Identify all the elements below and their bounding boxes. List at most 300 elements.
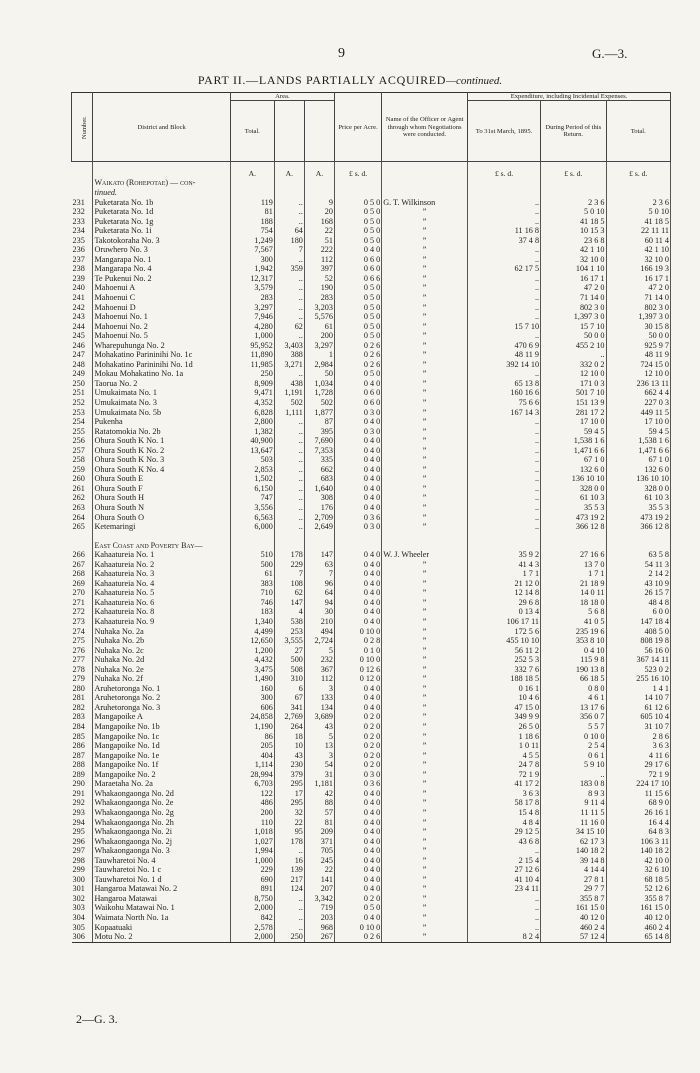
district-block: Nuhaka No. 2f xyxy=(93,674,230,684)
table-row xyxy=(72,465,671,475)
exp-during-period: 21 18 9 xyxy=(541,579,606,589)
district-block: Mokau Mohakatino No. 1a xyxy=(93,369,230,379)
exp-during-period: 802 3 0 xyxy=(541,303,606,313)
table-row xyxy=(72,264,671,274)
table-row xyxy=(72,674,671,684)
exp-during-period: 235 19 6 xyxy=(541,627,606,637)
exp-during-period: 12 10 0 xyxy=(541,369,606,379)
price-per-acre: 0 4 0 xyxy=(334,455,381,465)
exp-during-period: 183 0 8 xyxy=(541,779,606,789)
exp-to-1895: .. xyxy=(468,274,541,284)
subtitle-empty-cell xyxy=(541,188,606,198)
area-acquired-period: 209 xyxy=(304,827,334,837)
area-acquired-1895: 17 xyxy=(274,789,304,799)
price-per-acre: 0 5 0 xyxy=(334,226,381,236)
exp-total: 132 6 0 xyxy=(606,465,671,475)
spacer-cell xyxy=(334,532,381,541)
spacer-cell xyxy=(93,532,230,541)
exp-during-period: 473 19 2 xyxy=(541,513,606,523)
officer-ditto: ” xyxy=(382,884,468,894)
area-total: 842 xyxy=(230,913,274,923)
price-per-acre: 0 4 0 xyxy=(334,693,381,703)
price-per-acre: 0 2 0 xyxy=(334,760,381,770)
district-block: Ohura South E xyxy=(93,474,230,484)
area-acquired-period: 494 xyxy=(304,627,334,637)
area-acquired-period: 50 xyxy=(304,369,334,379)
subtitle-empty-cell xyxy=(606,188,671,198)
price-per-acre: 0 4 0 xyxy=(334,808,381,818)
spacer-cell xyxy=(606,532,671,541)
table-row xyxy=(72,255,671,265)
area-acquired-1895: .. xyxy=(274,283,304,293)
exp-to-1895: .. xyxy=(468,369,541,379)
district-block: Puketarata No. 1b xyxy=(93,198,230,208)
area-total: 4,352 xyxy=(230,398,274,408)
exp-to-1895: .. xyxy=(468,427,541,437)
area-acquired-1895: 3,555 xyxy=(274,636,304,646)
price-per-acre: 0 2 0 xyxy=(334,751,381,761)
area-acquired-period: 1,640 xyxy=(304,484,334,494)
area-acquired-1895: .. xyxy=(274,493,304,503)
area-acquired-period: 222 xyxy=(304,245,334,255)
row-number: 283 xyxy=(72,712,93,722)
area-acquired-1895: 502 xyxy=(274,398,304,408)
area-total: 160 xyxy=(230,684,274,694)
area-acquired-period: 267 xyxy=(304,932,334,942)
area-acquired-1895: 178 xyxy=(274,550,304,560)
district-block: Kahaatureia No. 3 xyxy=(93,569,230,579)
exp-total: 1 4 1 xyxy=(606,684,671,694)
exp-total: 106 3 11 xyxy=(606,837,671,847)
area-total: 8,909 xyxy=(230,379,274,389)
table-row xyxy=(72,588,671,598)
section-empty-cell xyxy=(304,541,334,551)
district-block: Aruhetoronga No. 2 xyxy=(93,693,230,703)
area-total: 2,800 xyxy=(230,417,274,427)
exp-to-1895: 4 5 5 xyxy=(468,751,541,761)
officer-ditto: ” xyxy=(382,894,468,904)
area-total: 383 xyxy=(230,579,274,589)
exp-during-period: 366 12 8 xyxy=(541,522,606,532)
row-number: 251 xyxy=(72,388,93,398)
exp-to-1895: 72 1 9 xyxy=(468,770,541,780)
officer-ditto: ” xyxy=(382,617,468,627)
exp-during-period: 13 17 6 xyxy=(541,703,606,713)
table-row xyxy=(72,846,671,856)
table-row xyxy=(72,427,671,437)
exp-total: 61 12 6 xyxy=(606,703,671,713)
exp-total: 68 18 5 xyxy=(606,875,671,885)
officer-ditto: ” xyxy=(382,712,468,722)
area-acquired-1895: 32 xyxy=(274,808,304,818)
area-acquired-period: 1,877 xyxy=(304,408,334,418)
exp-during-period: 67 1 0 xyxy=(541,455,606,465)
price-per-acre: 0 5 0 xyxy=(334,322,381,332)
exp-total: 408 5 0 xyxy=(606,627,671,637)
district-block: Whakaongaonga No. 3 xyxy=(93,846,230,856)
price-per-acre: 0 4 0 xyxy=(334,417,381,427)
exp-total: 802 3 0 xyxy=(606,303,671,313)
exp-total: 35 5 3 xyxy=(606,503,671,513)
officer-ditto: ” xyxy=(382,436,468,446)
price-per-acre: 0 6 0 xyxy=(334,264,381,274)
exp-total: 140 18 2 xyxy=(606,846,671,856)
area-acquired-1895: 7 xyxy=(274,569,304,579)
area-acquired-period: 190 xyxy=(304,283,334,293)
exp-to-1895: 1 18 6 xyxy=(468,732,541,742)
officer-ditto: ” xyxy=(382,484,468,494)
exp-during-period: 11 11 5 xyxy=(541,808,606,818)
officer-ditto: ” xyxy=(382,837,468,847)
exp-total: 52 12 6 xyxy=(606,884,671,894)
area-acquired-1895: 250 xyxy=(274,932,304,942)
district-block: Whakaongaonga No. 2d xyxy=(93,789,230,799)
table-row xyxy=(72,827,671,837)
col-officer: Name of the Officer or Agent through whom Negotiations were conducted. xyxy=(382,93,468,162)
area-total: 3,556 xyxy=(230,503,274,513)
exp-during-period: 171 0 3 xyxy=(541,379,606,389)
area-acquired-period: 245 xyxy=(304,856,334,866)
row-number: 298 xyxy=(72,856,93,866)
area-total: 1,114 xyxy=(230,760,274,770)
area-acquired-1895: 230 xyxy=(274,760,304,770)
district-block: Kahaatureia No. 1 xyxy=(93,550,230,560)
exp-to-1895: 0 13 4 xyxy=(468,607,541,617)
officer-ditto: ” xyxy=(382,684,468,694)
officer-ditto: ” xyxy=(382,607,468,617)
section-title: Waikato (Rohepotae) — con- xyxy=(93,178,230,188)
area-acquired-1895: 1,191 xyxy=(274,388,304,398)
table-row xyxy=(72,474,671,484)
exp-during-period: 1,538 1 6 xyxy=(541,436,606,446)
exp-to-1895: .. xyxy=(468,503,541,513)
exp-during-period: 0 8 0 xyxy=(541,684,606,694)
area-acquired-1895: .. xyxy=(274,513,304,523)
area-total: 1,942 xyxy=(230,264,274,274)
officer-ditto: ” xyxy=(382,903,468,913)
price-per-acre: 0 4 0 xyxy=(334,684,381,694)
exp-during-period: 161 15 0 xyxy=(541,903,606,913)
table-row xyxy=(72,322,671,332)
exp-total: 724 15 0 xyxy=(606,360,671,370)
officer-ditto: ” xyxy=(382,932,468,942)
row-number: 239 xyxy=(72,274,93,284)
col-acquired-period xyxy=(304,101,334,162)
officer-ditto: ” xyxy=(382,264,468,274)
exp-during-period: 32 10 0 xyxy=(541,255,606,265)
officer-name: W. J. Wheeler xyxy=(382,550,468,560)
price-per-acre: 0 4 0 xyxy=(334,436,381,446)
area-acquired-period: 203 xyxy=(304,913,334,923)
area-total: 122 xyxy=(230,789,274,799)
exp-total: 1,397 3 0 xyxy=(606,312,671,322)
exp-total: 227 0 3 xyxy=(606,398,671,408)
district-block: Mahoenui No. 1 xyxy=(93,312,230,322)
area-total: 747 xyxy=(230,493,274,503)
officer-ditto: ” xyxy=(382,846,468,856)
area-acquired-period: 3,297 xyxy=(304,341,334,351)
exp-during-period: 281 17 2 xyxy=(541,408,606,418)
exp-total: 41 18 5 xyxy=(606,217,671,227)
exp-total: 12 10 0 xyxy=(606,369,671,379)
exp-during-period: 136 10 10 xyxy=(541,474,606,484)
officer-ditto: ” xyxy=(382,474,468,484)
price-per-acre: 0 4 0 xyxy=(334,569,381,579)
area-total: 13,647 xyxy=(230,446,274,456)
exp-to-1895: 1 7 1 xyxy=(468,569,541,579)
row-number: 279 xyxy=(72,674,93,684)
price-per-acre: 0 5 0 xyxy=(334,903,381,913)
row-number: 260 xyxy=(72,474,93,484)
exp-total: 67 1 0 xyxy=(606,455,671,465)
district-block: Umukaimata No. 5b xyxy=(93,408,230,418)
exp-to-1895: 62 17 5 xyxy=(468,264,541,274)
officer-name: G. T. Wilkinson xyxy=(382,198,468,208)
exp-during-period: 27 16 6 xyxy=(541,550,606,560)
price-per-acre: 0 6 6 xyxy=(334,274,381,284)
col-price: Price per Acre. xyxy=(334,93,381,162)
officer-ditto: ” xyxy=(382,923,468,933)
area-total: 6,703 xyxy=(230,779,274,789)
area-acquired-period: 94 xyxy=(304,598,334,608)
exp-to-1895: 41 4 3 xyxy=(468,560,541,570)
col-number: Number. xyxy=(72,93,93,162)
price-per-acre: 0 2 6 xyxy=(334,350,381,360)
area-total: 250 xyxy=(230,369,274,379)
section-empty-cell xyxy=(468,541,541,551)
area-total: 1,000 xyxy=(230,331,274,341)
exp-to-1895: 75 6 6 xyxy=(468,398,541,408)
row-number: 235 xyxy=(72,236,93,246)
exp-during-period: 66 18 5 xyxy=(541,674,606,684)
exp-during-period: 61 10 3 xyxy=(541,493,606,503)
exp-total: 16 17 1 xyxy=(606,274,671,284)
table-row xyxy=(72,693,671,703)
row-number: 305 xyxy=(72,923,93,933)
exp-during-period: 5 6 8 xyxy=(541,607,606,617)
officer-ditto: ” xyxy=(382,569,468,579)
price-per-acre: 0 4 0 xyxy=(334,837,381,847)
table-row xyxy=(72,598,671,608)
area-acquired-period: 683 xyxy=(304,474,334,484)
price-per-acre: 0 4 0 xyxy=(334,446,381,456)
exp-total: 5 0 10 xyxy=(606,207,671,217)
table-row xyxy=(72,741,671,751)
area-acquired-period: 133 xyxy=(304,693,334,703)
price-per-acre: 0 4 0 xyxy=(334,798,381,808)
district-block: Mangapoike No. 1f xyxy=(93,760,230,770)
table-row xyxy=(72,856,671,866)
page-number: 9 xyxy=(338,46,345,61)
price-per-acre: 0 5 0 xyxy=(334,293,381,303)
district-block: Tauwharetoi No. 1 d xyxy=(93,875,230,885)
exp-to-1895: .. xyxy=(468,484,541,494)
table-row xyxy=(72,522,671,532)
col-exp-group: Expenditure, including Incidental Expenses. xyxy=(468,93,671,101)
exp-during-period: 151 13 9 xyxy=(541,398,606,408)
price-per-acre: 0 12 6 xyxy=(334,665,381,675)
table-row xyxy=(72,341,671,351)
exp-total: 808 19 8 xyxy=(606,636,671,646)
exp-total: 32 6 10 xyxy=(606,865,671,875)
area-acquired-period: 64 xyxy=(304,588,334,598)
page-title xyxy=(0,73,700,88)
area-acquired-1895: 538 xyxy=(274,617,304,627)
price-per-acre: 0 5 0 xyxy=(334,198,381,208)
area-total: 205 xyxy=(230,741,274,751)
exp-during-period: 11 16 0 xyxy=(541,818,606,828)
district-block: Ketemaringi xyxy=(93,522,230,532)
exp-total: 29 17 6 xyxy=(606,760,671,770)
row-number: 299 xyxy=(72,865,93,875)
officer-ditto: ” xyxy=(382,493,468,503)
price-per-acre: 0 5 0 xyxy=(334,283,381,293)
area-total: 404 xyxy=(230,751,274,761)
row-number: 240 xyxy=(72,283,93,293)
district-block: Whakaongaonga No. 2i xyxy=(93,827,230,837)
area-total: 2,000 xyxy=(230,932,274,942)
area-total: 500 xyxy=(230,560,274,570)
officer-ditto: ” xyxy=(382,770,468,780)
row-number: 295 xyxy=(72,827,93,837)
district-block: Wharepuhunga No. 2 xyxy=(93,341,230,351)
exp-total: 72 1 9 xyxy=(606,770,671,780)
price-per-acre: 0 4 0 xyxy=(334,827,381,837)
area-acquired-1895: 295 xyxy=(274,779,304,789)
exp-to-1895: .. xyxy=(468,455,541,465)
exp-to-1895: 26 5 0 xyxy=(468,722,541,732)
exp-total: 14 10 7 xyxy=(606,693,671,703)
exp-to-1895: 27 12 6 xyxy=(468,865,541,875)
row-number: 286 xyxy=(72,741,93,751)
exp-total: 54 11 3 xyxy=(606,560,671,570)
exp-total: 50 0 0 xyxy=(606,331,671,341)
area-total: 119 xyxy=(230,198,274,208)
area-acquired-1895: 16 xyxy=(274,856,304,866)
area-acquired-period: 232 xyxy=(304,655,334,665)
table-row xyxy=(72,703,671,713)
col-total-area: Total. xyxy=(230,101,274,162)
exp-total: 30 15 8 xyxy=(606,322,671,332)
officer-ditto: ” xyxy=(382,865,468,875)
district-block: Hangaroa Matawai xyxy=(93,894,230,904)
area-acquired-period: 81 xyxy=(304,818,334,828)
section-empty-cell xyxy=(230,541,274,551)
section-empty-cell xyxy=(274,541,304,551)
price-per-acre: 0 4 0 xyxy=(334,856,381,866)
district-block: Nuhaka No. 2d xyxy=(93,655,230,665)
row-number: 258 xyxy=(72,455,93,465)
area-total: 1,994 xyxy=(230,846,274,856)
col-exp-to-1895: To 31st March, 1895. xyxy=(468,101,541,162)
row-number: 264 xyxy=(72,513,93,523)
district-block: Mangapoike A xyxy=(93,712,230,722)
table-row xyxy=(72,923,671,933)
exp-to-1895: .. xyxy=(468,436,541,446)
district-block: Whakaongaonga No. 2e xyxy=(93,798,230,808)
row-number: 274 xyxy=(72,627,93,637)
exp-total: 367 14 11 xyxy=(606,655,671,665)
exp-to-1895: .. xyxy=(468,303,541,313)
area-acquired-period: 176 xyxy=(304,503,334,513)
officer-ditto: ” xyxy=(382,360,468,370)
table-row xyxy=(72,379,671,389)
exp-during-period: 5 5 7 xyxy=(541,722,606,732)
exp-total: 26 15 7 xyxy=(606,588,671,598)
district-block: Mangapoike No. 1b xyxy=(93,722,230,732)
section-number-cell xyxy=(72,178,93,188)
area-total: 1,200 xyxy=(230,646,274,656)
district-block: Kahaatureia No. 8 xyxy=(93,607,230,617)
price-per-acre: 0 6 0 xyxy=(334,255,381,265)
row-number: 248 xyxy=(72,360,93,370)
exp-during-period: 104 1 10 xyxy=(541,264,606,274)
table-row xyxy=(72,607,671,617)
exp-during-period: 50 0 0 xyxy=(541,331,606,341)
area-acquired-1895: .. xyxy=(274,303,304,313)
price-per-acre: 0 4 0 xyxy=(334,465,381,475)
area-acquired-period: 88 xyxy=(304,798,334,808)
area-acquired-1895: .. xyxy=(274,369,304,379)
district-block: Pukenha xyxy=(93,417,230,427)
row-number: 266 xyxy=(72,550,93,560)
exp-total: 4 11 6 xyxy=(606,751,671,761)
exp-during-period: 59 4 5 xyxy=(541,427,606,437)
price-per-acre: 0 2 6 xyxy=(334,360,381,370)
exp-during-period: 1,471 6 6 xyxy=(541,446,606,456)
area-acquired-1895: 180 xyxy=(274,236,304,246)
officer-ditto: ” xyxy=(382,427,468,437)
district-block: Mahoenui A xyxy=(93,283,230,293)
exp-to-1895: .. xyxy=(468,903,541,913)
exp-to-1895: .. xyxy=(468,331,541,341)
exp-to-1895: 8 2 4 xyxy=(468,932,541,942)
area-acquired-period: 1,181 xyxy=(304,779,334,789)
officer-ditto: ” xyxy=(382,513,468,523)
exp-during-period: 140 18 2 xyxy=(541,846,606,856)
district-block: Kahaatureia No. 4 xyxy=(93,579,230,589)
price-per-acre: 0 4 0 xyxy=(334,789,381,799)
price-per-acre: 0 2 0 xyxy=(334,741,381,751)
area-total: 95,952 xyxy=(230,341,274,351)
district-block: Mangarapa No. 4 xyxy=(93,264,230,274)
exp-during-period: 5 9 10 xyxy=(541,760,606,770)
area-total: 6,150 xyxy=(230,484,274,494)
exp-to-1895: 35 9 2 xyxy=(468,550,541,560)
area-acquired-period: 395 xyxy=(304,427,334,437)
district-block: Tauwharetoi No. 4 xyxy=(93,856,230,866)
table-row xyxy=(72,722,671,732)
row-number: 284 xyxy=(72,722,93,732)
area-total: 6,563 xyxy=(230,513,274,523)
area-acquired-period: 502 xyxy=(304,398,334,408)
area-acquired-period: 719 xyxy=(304,903,334,913)
area-total: 188 xyxy=(230,217,274,227)
exp-to-1895: 2 15 4 xyxy=(468,856,541,866)
exp-total: 224 17 10 xyxy=(606,779,671,789)
price-per-acre: 0 5 0 xyxy=(334,369,381,379)
district-block: Te Pukenui No. 2 xyxy=(93,274,230,284)
officer-ditto: ” xyxy=(382,388,468,398)
table-row xyxy=(72,303,671,313)
exp-total: 473 19 2 xyxy=(606,513,671,523)
section-empty-cell xyxy=(274,178,304,188)
subtitle-empty-cell xyxy=(382,188,468,198)
district-block: Tauwharetoi No. 1 c xyxy=(93,865,230,875)
area-acquired-1895: .. xyxy=(274,293,304,303)
area-acquired-1895: 27 xyxy=(274,646,304,656)
table-row xyxy=(72,331,671,341)
